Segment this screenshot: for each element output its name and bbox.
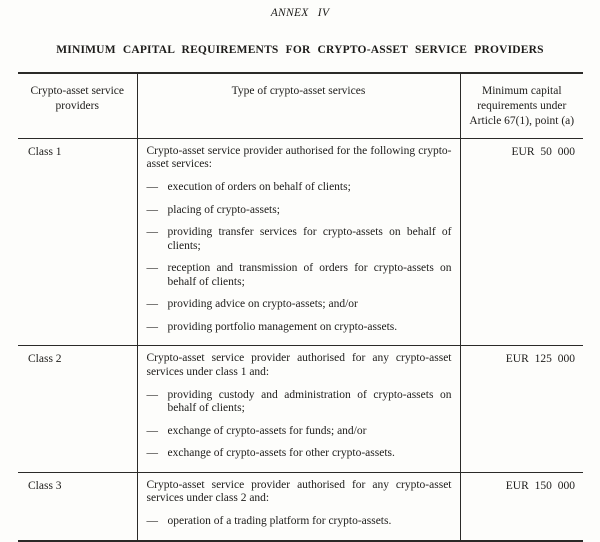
class-label: Class 3 [18, 472, 137, 540]
service-item [147, 204, 452, 218]
service-item [147, 226, 452, 253]
table-row-class-3 [18, 472, 583, 540]
page-title: MINIMUM CAPITAL REQUIREMENTS FOR CRYPTO-ASSET SERVICE PROVIDERS [56, 44, 544, 56]
service-item [147, 389, 452, 416]
table-header-row [18, 73, 583, 138]
amount-value: EUR 125 000 [460, 346, 583, 472]
service-item [147, 181, 452, 195]
col-header-services: Type of crypto-asset services [137, 73, 460, 138]
service-item [147, 515, 452, 529]
dash-glyph: — [146, 514, 158, 527]
service-item-text: operation of a trading platform for crypto-assets. [167, 514, 392, 527]
service-item-text: providing portfolio management on crypto-assets. [167, 320, 398, 333]
service-item [147, 447, 452, 461]
service-item [147, 321, 452, 335]
services-intro: Crypto-asset service provider authorised for any crypto-asset services under class 2 and: [146, 478, 452, 505]
table-row-class-2 [18, 346, 583, 472]
service-item [147, 425, 452, 439]
dash-glyph: — [146, 298, 158, 311]
service-item-text: exchange of crypto-assets for other crypto-assets. [167, 447, 395, 460]
service-item-text: reception and transmission of orders for crypto-assets on behalf of clients; [167, 262, 452, 288]
service-item-text: exchange of crypto-assets for funds; and/or [167, 424, 367, 437]
services-cell [137, 346, 460, 472]
service-item [147, 298, 452, 312]
col-header-providers: Crypto-asset service providers [18, 73, 137, 138]
dash-glyph: — [146, 320, 158, 333]
service-item-text: providing custody and administration of crypto-assets on behalf of clients; [167, 388, 452, 415]
requirements-table [18, 72, 583, 542]
amount-value: EUR 150 000 [460, 472, 583, 540]
annex-heading: ANNEX IV [270, 7, 330, 19]
col-header-capital: Minimum capital requirements under Article 67(1), point (a) [460, 73, 583, 138]
class-label: Class 2 [18, 346, 137, 472]
dash-glyph: — [146, 447, 158, 460]
dash-glyph: — [146, 180, 158, 193]
services-cell [137, 472, 460, 540]
dash-glyph: — [146, 424, 158, 437]
amount-value: EUR 50 000 [511, 145, 575, 158]
dash-glyph: — [146, 203, 158, 216]
table-row-class-1 [18, 138, 583, 346]
service-item [147, 262, 452, 289]
service-item-text: providing transfer services for crypto-assets on behalf of clients; [167, 226, 452, 252]
services-intro: Crypto-asset service provider authorised for any crypto-asset services under class 1 and: [146, 352, 452, 378]
service-item-text: providing advice on crypto-assets; and/or [167, 298, 358, 311]
dash-glyph: — [146, 226, 158, 239]
services-cell [137, 138, 460, 346]
dash-glyph: — [146, 262, 158, 275]
class-label: Class 1 [28, 145, 62, 158]
services-intro: Crypto-asset service provider authorised for the following crypto-asset services: [146, 144, 452, 171]
dash-glyph: — [146, 388, 158, 401]
service-item-text: execution of orders on behalf of clients; [167, 180, 351, 193]
service-item-text: placing of crypto-assets; [167, 203, 280, 216]
